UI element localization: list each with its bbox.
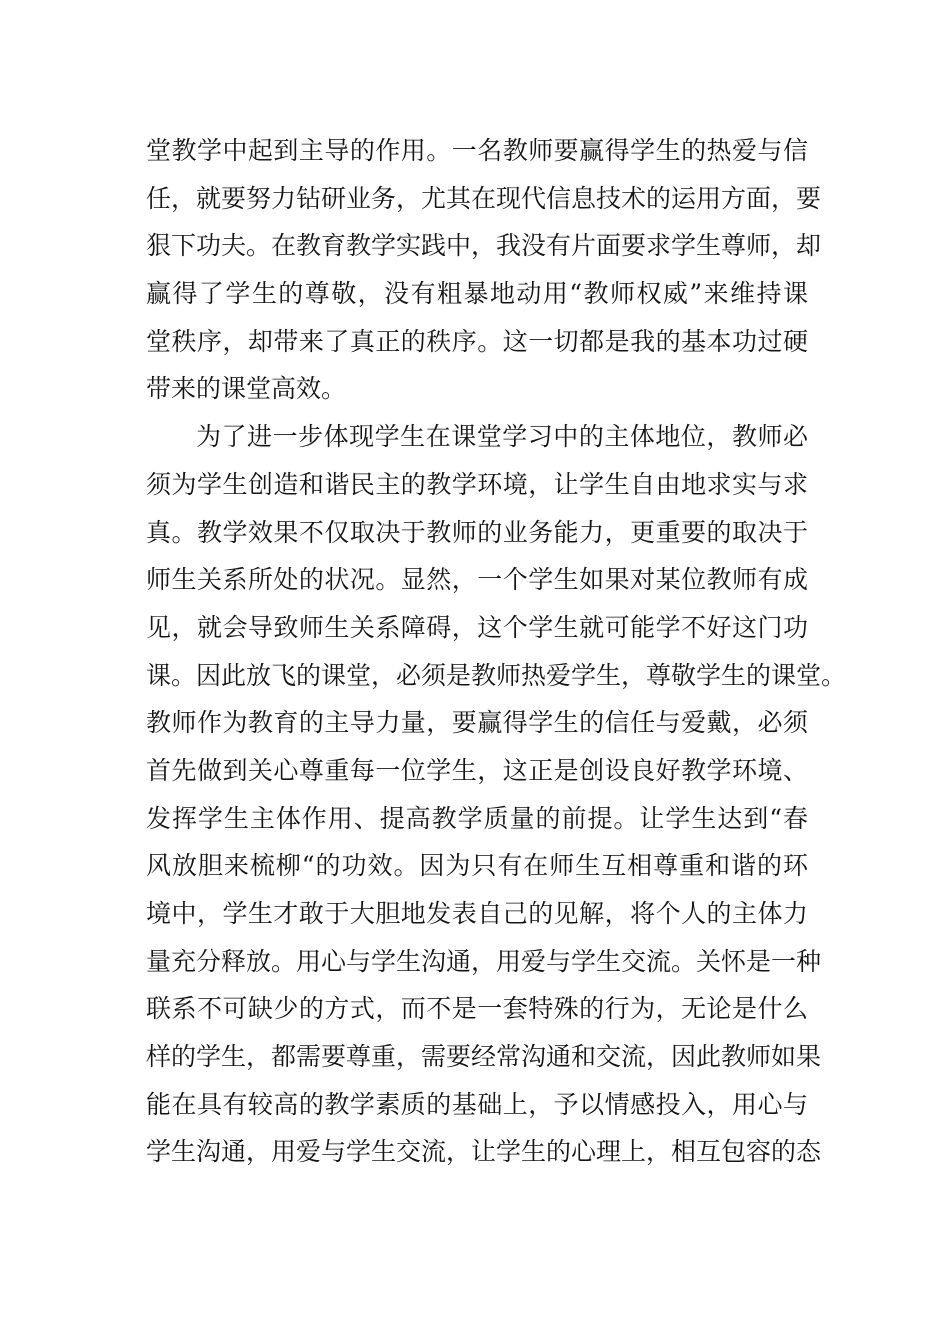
paragraph-2 (146, 413, 847, 1176)
text-line: 为了进一步体现学生在课堂学习中的主体地位，教师必 (196, 422, 808, 452)
text-line: 境中，学生才敢于大胆地发表自己的见解，将个人的主体力 (146, 899, 808, 928)
text-line: 联系不可缺少的方式，而不是一套特殊的行为，无论是什么 (146, 994, 808, 1024)
text-line: 学生沟通，用爱与学生交流，让学生的心理上，相互包容的态 (146, 1137, 822, 1167)
text-line: 能在具有较高的教学素质的基础上，予以情感投入，用心与 (146, 1089, 808, 1119)
text-line: 见，就会导致师生关系障碍，这个学生就可能学不好这门功 (146, 612, 808, 642)
text-line: 狠下功夫。在教育教学实践中，我没有片面要求学生尊师，却 (146, 231, 822, 261)
text-line: 发挥学生主体作用、提高教学质量的前提。让学生达到“春 (146, 803, 808, 833)
text-line: 堂秩序，却带来了真正的秩序。这一切都是我的基本功过硬 (146, 326, 808, 356)
body-text (146, 127, 847, 1176)
text-line: 堂教学中起到主导的作用。一名教师要赢得学生的热爱与信 (146, 136, 808, 165)
text-line: 课。因此放飞的课堂，必须是教师热爱学生，尊敬学生的课堂。 (146, 660, 847, 690)
text-line: 任，就要努力钻研业务，尤其在现代信息技术的运用方面，要 (146, 183, 822, 213)
text-line: 教师作为教育的主导力量，要赢得学生的信任与爱戴，必须 (146, 708, 808, 738)
text-line: 首先做到关心尊重每一位学生，这正是创设良好教学环境、 (146, 755, 808, 785)
text-line: 须为学生创造和谐民主的教学环境，让学生自由地求实与求 (146, 469, 808, 499)
text-line: 量充分释放。用心与学生沟通，用爱与学生交流。关怀是一种 (146, 946, 822, 976)
text-line: 带来的课堂高效。 (146, 374, 347, 404)
text-line: 样的学生，都需要尊重，需要经常沟通和交流，因此教师如果 (146, 1042, 822, 1072)
text-line: 风放胆来梳柳“的功效。因为只有在师生互相尊重和谐的环 (146, 851, 808, 881)
text-line: 师生关系所处的状况。显然，一个学生如果对某位教师有成 (146, 565, 808, 595)
text-line: 赢得了学生的尊敬，没有粗暴地动用“教师权威”来维持课 (146, 279, 808, 309)
text-line: 真。教学效果不仅取决于教师的业务能力，更重要的取决于 (146, 517, 808, 547)
paragraph-1 (146, 127, 822, 413)
